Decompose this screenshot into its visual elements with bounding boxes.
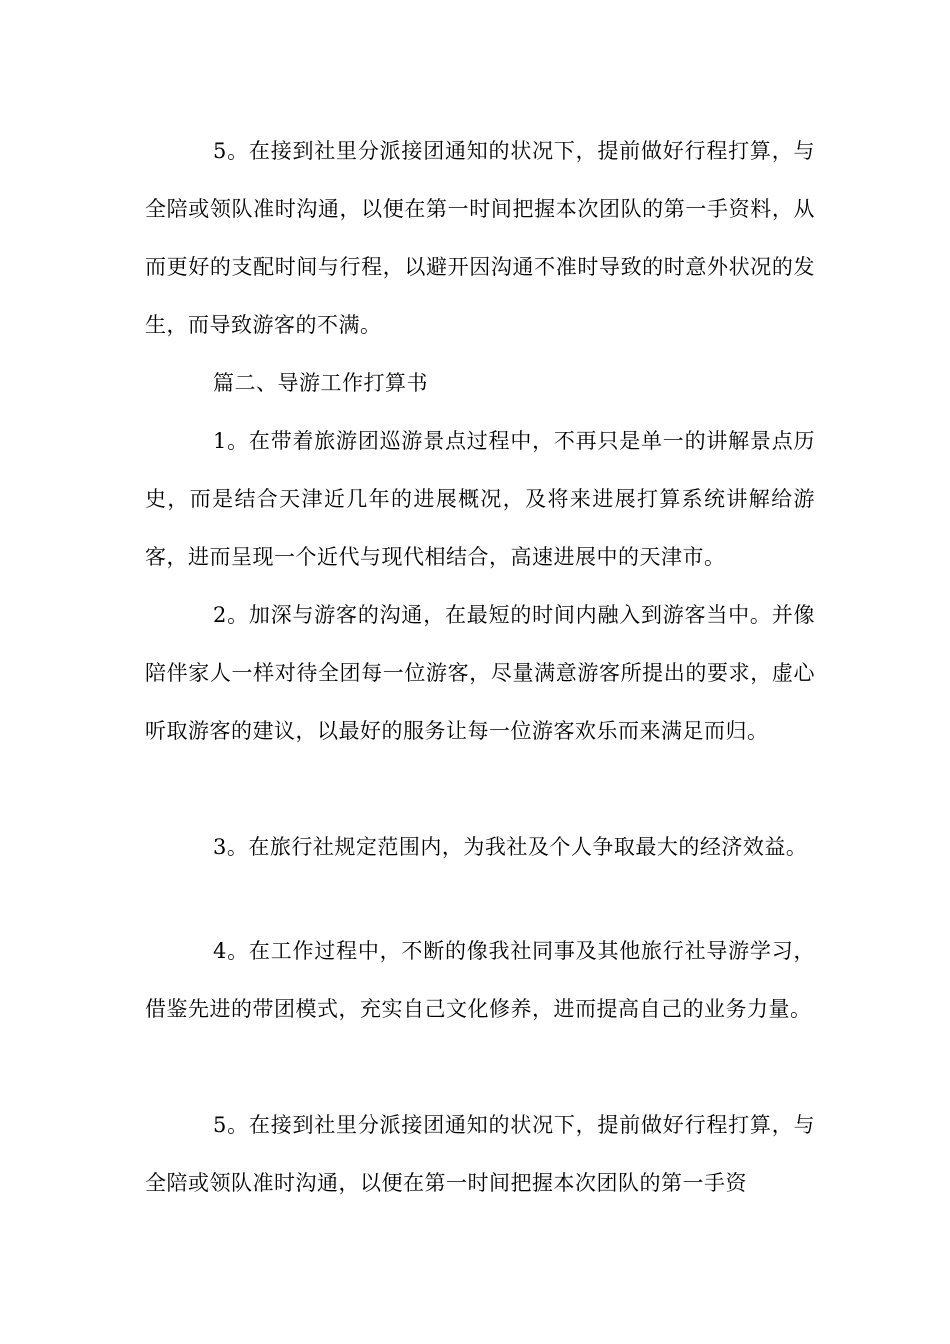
- section-heading: 篇二、导游工作打算书: [213, 371, 428, 395]
- paragraph-item-4: 4。在工作过程中，不断的像我社同事及其他旅行社导游学习，借鉴先进的带团模式，充实自己文化修养，进而提高自己的业务力量。: [145, 939, 815, 1021]
- paragraph-item-2: 2。加深与游客的沟通，在最短的时间内融入到游客当中。并像陪伴家人一样对待全团每一位游客，尽量满意游客所提出的要求，虚心听取游客的建议，以最好的服务让每一位游客欢乐而来满足而归。: [145, 603, 815, 743]
- paragraph-item-5-schedule: 5。在接到社里分派接团通知的状况下，提前做好行程打算，与全陪或领队准时沟通，以便在第一时间把握本次团队的第一手资料，从而更好的支配时间与行程，以避开因沟通不准时导致的时意外状况的发生，而导致游客的不满。: [145, 139, 815, 337]
- paragraph-item-5-repeat: 5。在接到社里分派接团通知的状况下，提前做好行程打算，与全陪或领队准时沟通，以便在第一时间把握本次团队的第一手资: [145, 1113, 815, 1195]
- paragraph-item-1: 1。在带着旅游团巡游景点过程中，不再只是单一的讲解景点历史，而是结合天津近几年的进展概况，及将来进展打算系统讲解给游客，进而呈现一个近代与现代相结合，高速进展中的天津市。: [145, 429, 815, 569]
- paragraph-item-3: 3。在旅行社规定范围内，为我社及个人争取最大的经济效益。: [213, 835, 808, 859]
